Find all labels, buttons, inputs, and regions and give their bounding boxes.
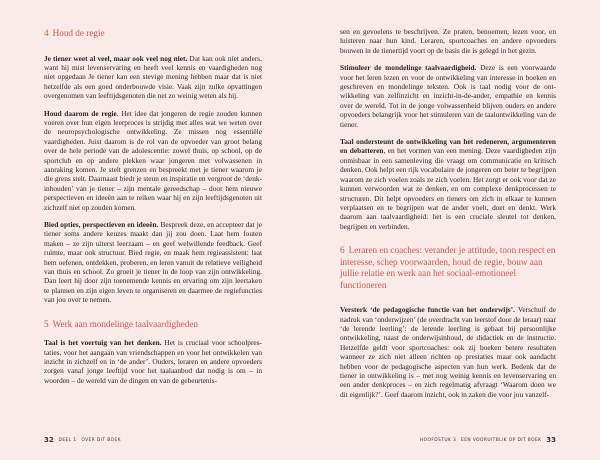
- paragraph-text: sen en gevoelens te beschrijven. Ze praten, benoemen, lezen voor, en luisteren naar hun kind. Leraren, sportcoaches en andere opvoeders bouwen in de tienertijd voort op de basis die is gelegd in het gezin.: [340, 27, 556, 55]
- section-number: 6: [340, 245, 345, 256]
- page-number: 33: [546, 436, 556, 444]
- paragraph-lead: Je tiener weet al veel, maar ook veel nog niet.: [44, 53, 188, 63]
- paragraph-text: , en het vormen van een mening. Deze vaardigheden zijn onmisbaar in een samenleving die vraagt om communicatie en kritisch denken. Ook helpt een rijk vocabulaire de jongeren om beter te begrijpen waarom ze zich voelen zoals ze zich voelen. Het zorgt er ook voor dat ze kunnen verwoorden wat ze denken, en om complexe denkprocessen te structuren. Dit helpt opvoeders en tieners om zich in elkaar te kunnen verplaatsen en te begrijpen wat de ander voelt, doet en denkt. Werk daarom aan taalvaardigheid: het is een cruciale sleutel tot denken, begrijpen en verbinden.: [340, 146, 556, 231]
- paragraph: [44, 220, 262, 305]
- paragraph: [44, 109, 262, 212]
- running-head-part: DEEL 1: [58, 438, 77, 443]
- paragraph-text: Bespreek deze, en accepteer dat je tiener soms andere keuzes maakt dan jij zou doen. Laat hem fouten maken – ze zijn uiterst leerzaam – en geef welwillende feedback. Geef ruimte, maar ook structuur. Bied regie, en maak hem regieassistent: laat hem oefenen, ontdekken, proberen, en leren vanuit de relatieve veiligheid van thuis en school. Zo groeit je tiener in de loop van zijn ontwikkeling. Dan leert hij door zijn toenemende kennis en ervaring om zijn leertaken te plannen en zijn eigen leven te organiseren en daarmee de regiefuncties van jou over te nemen.: [44, 220, 262, 305]
- paragraph-text: . Het idee dat jongeren de regie zouden kunnen voeren over hun eigen leerproces is strijdig met alles wat we weten over de neuropsychologische ontwikkeling. Ze missen nog essentiële vaardigheden. Juist daarom is de rol van de opvoeder van groot belang over de hele periode van de adolescentie: zowel thuis, op school, op de sportclub en op andere plekken waar jongeren met volwassenen in aanraking komen. Je stelt grenzen en bespreekt met je tiener waarom je die grens stelt. Daarnaast biedt je steun en inspiratie en vergroot de ‘denk-inhouden’ van je tiener – zijn mentale gereedschap – door hem nieuwe perspectieven en ideeën aan te reiken waar hij en zijn leeftijdsgenoten uit zichzelf niet op zouden komen.: [44, 108, 262, 212]
- paragraph-text: Het is cruciaal voor schoolprestaties, voor het aangaan van vriendschappen en voor het ontwikkelen van inzicht in zichzelf en in ‘de ander’. Ouders, leraren en andere opvoeders zorgen vanaf jonge leeftijd voor het taalaanbod dat nodig is om – in woorden – de wereld van de dingen en van de gebeurtenis-: [44, 338, 262, 385]
- section-title: Werk aan mondelinge taalvaardigheden: [52, 318, 199, 329]
- paragraph-lead: Versterk ‘de pedagogische functie van het onderwijs’.: [340, 305, 515, 315]
- page-footer: [44, 436, 262, 446]
- page-footer: [340, 436, 556, 446]
- paragraph: [340, 27, 556, 55]
- right-page: [300, 0, 600, 460]
- running-head-title: EEN VOORUITBLIK OP DIT BOEK: [461, 438, 542, 443]
- running-head-title: OVER DIT BOEK: [81, 438, 121, 443]
- section-title: Leraren en coaches: verander je attitude, toon respect en interesse, schep voorwaarden, houd de regie, bouw aan jullie relatie en werk aan het sociaal-emotioneel functioneren: [340, 245, 556, 290]
- paragraph: [44, 338, 262, 385]
- paragraph-text: Verschuif de nadruk van ‘onderwijzen’ (de overdracht van leerstof door de leraar) naar ‘de lerende leerling’: de lerende leerling is gebaat bij persoonlijke ontwikkeling, naast de onderwijsinhoud, de didactiek en de instructie. Hetzelfde geldt voor sportcoaches: ook zij boeken betere resultaten wanneer ze zich niet alleen richten op prestaties maar ook aandacht hebben voor de pedagogische aspecten van hun werk. Bedenk dat de tiener in ontwikkeling is – met nog weinig kennis en levenservaring en een ander denkproces – en zich regelmatig afvraagt ‘Waarom doen we dit eigenlijk?’. Geef daarom inzicht, ook in zaken die voor jou vanzelf-: [340, 305, 556, 399]
- paragraph-lead: Taal ondersteunt de ontwikkeling van het redeneren, argumenteren en debatteren: [340, 137, 556, 156]
- section-title: Houd de regie: [52, 28, 105, 38]
- section-number: 4: [44, 28, 49, 38]
- paragraph-text: Dat kan ook niet anders, want hij mist levenservaring en heeft veel kennis en vaardigheden nog niet opgedaan Je tiener kan een stevige mening hebben maar dat is niet hetzelfde als een goed onderbouwde visie. Vaak zijn zulke opvattingen overgenomen van leeftijdsgenoten die net zo weinig weten als hij.: [44, 53, 262, 101]
- paragraph-lead: Houd daarom de regie: [44, 108, 117, 118]
- paragraph-lead: Bied opties, perspectieven en ideeën.: [44, 220, 159, 229]
- paragraph-text: Deze is een voorwaarde voor het leren lezen en voor de ontwikkeling van interesse in boeken en geschreven en mondelinge teksten. Ook is taal nodig voor de ontwikkeling van zelfinzicht en inzicht-in-de-ander, empathie en kennis over de wereld. Tot in de jonge volwassenheid blijven ouders en andere opvoeders belangrijk voor het stimuleren van de taalontwikkeling van de tiener.: [340, 63, 556, 129]
- left-page-text-column: [44, 28, 262, 428]
- paragraph: [340, 137, 556, 231]
- section-heading-6: [340, 245, 556, 291]
- right-page-text-column: [340, 27, 556, 428]
- section-heading-4: [44, 28, 262, 40]
- paragraph-lead: Taal is het voertuig van het denken.: [44, 338, 162, 348]
- paragraph: [44, 54, 262, 101]
- page-number: 32: [44, 436, 54, 444]
- section-number: 5: [44, 318, 49, 329]
- paragraph: [340, 305, 556, 399]
- section-heading-5: [44, 319, 262, 331]
- paragraph: [340, 63, 556, 129]
- running-head-chapter: HOOFDSTUK 3: [419, 438, 457, 443]
- paragraph-lead: Stimuleer de mondelinge taalvaardigheid.: [340, 63, 477, 73]
